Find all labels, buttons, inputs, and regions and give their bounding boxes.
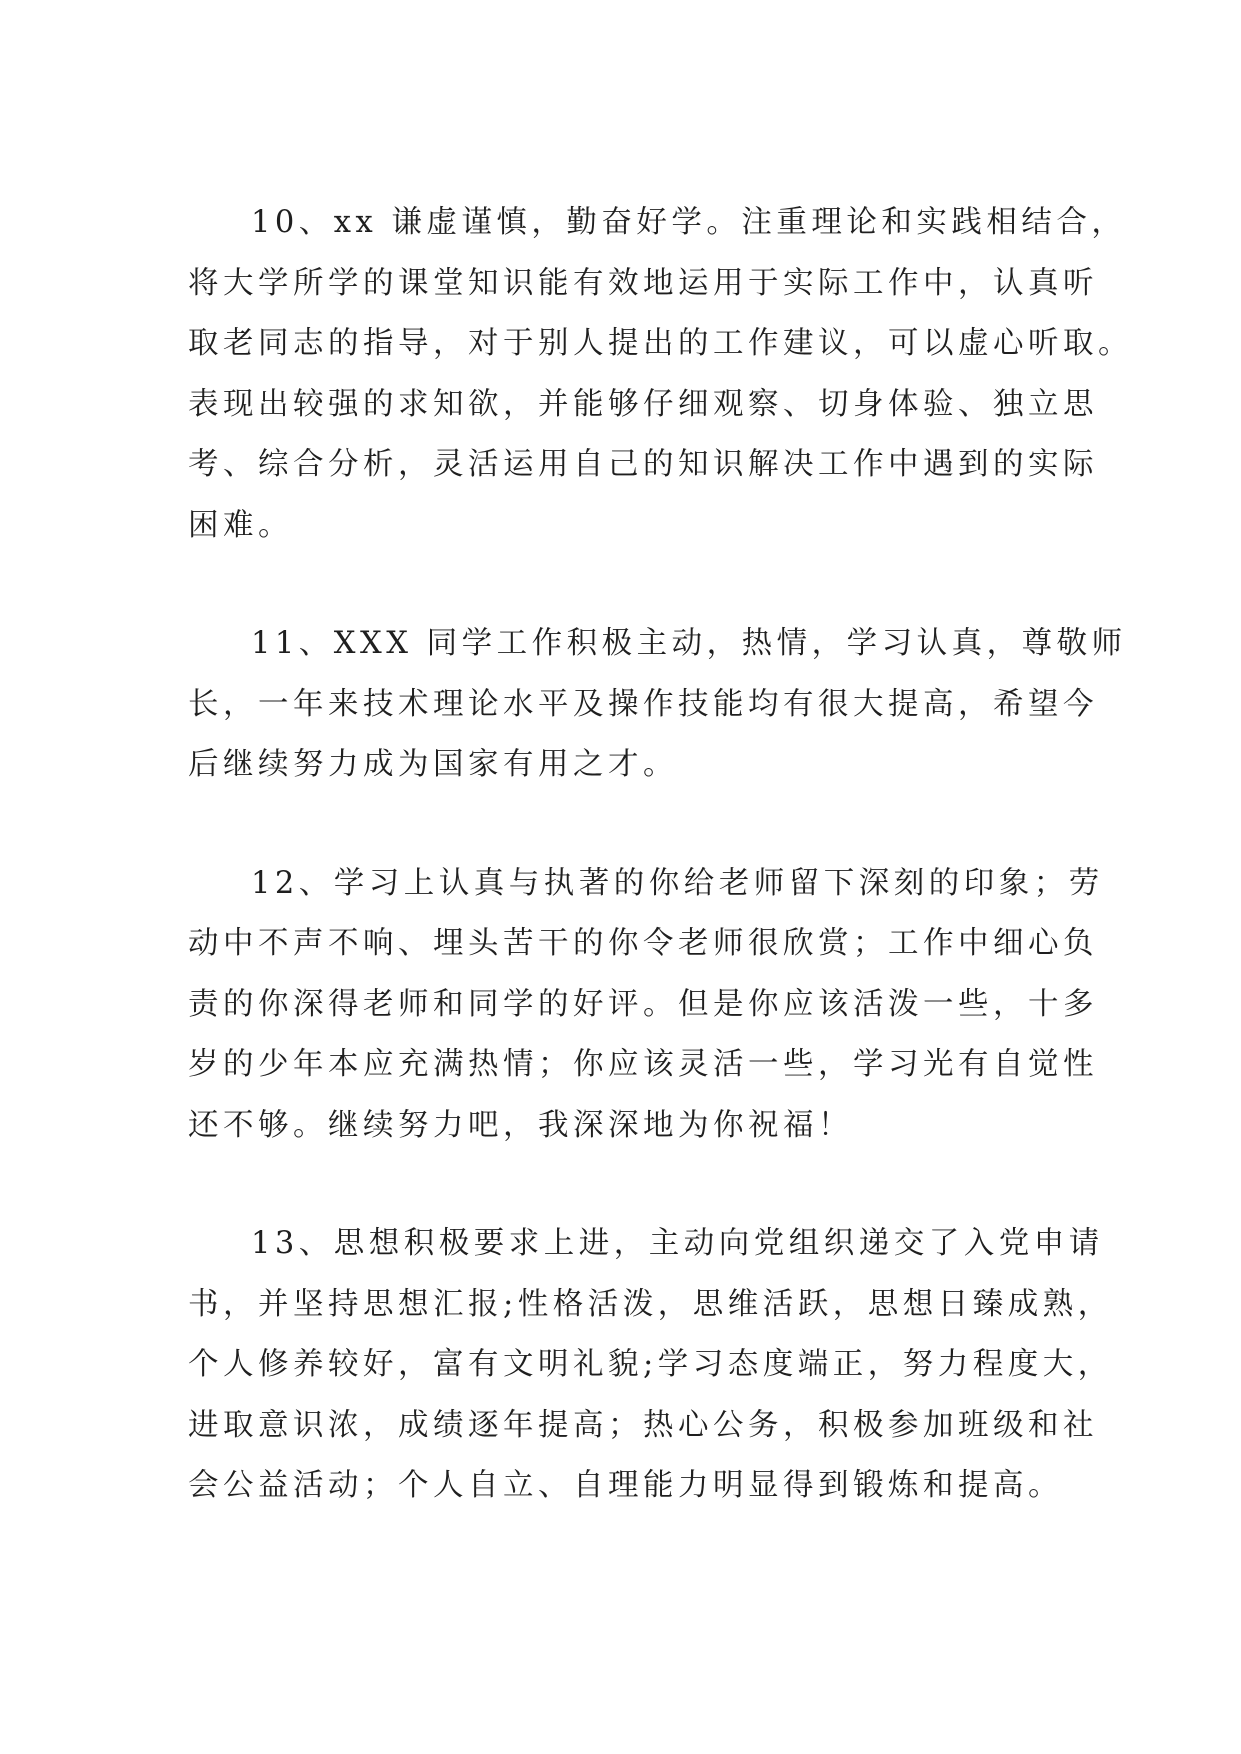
paragraph-line: 还不够。继续努力吧，我深深地为你祝福！ <box>188 1107 853 1143</box>
paragraph-line: 12、学习上认真与执著的你给老师留下深刻的印象；劳 <box>251 865 1104 901</box>
paragraph-line: 书，并坚持思想汇报;性格活泼，思维活跃，思想日臻成熟， <box>188 1286 1113 1322</box>
paragraph-line: 动中不声不响、埋头苦干的你令老师很欣赏；工作中细心负 <box>188 926 1098 961</box>
paragraph-line: 困难。 <box>188 507 293 543</box>
paragraph-10 <box>188 193 1133 556</box>
paragraph-line: 考、综合分析，灵活运用自己的知识解决工作中遇到的实际 <box>188 447 1098 482</box>
paragraph-12 <box>188 854 1104 1157</box>
paragraph-line: 将大学所学的课堂知识能有效地运用于实际工作中，认真听 <box>188 265 1098 301</box>
paragraph-11 <box>188 614 1127 796</box>
paragraph-13 <box>188 1214 1113 1517</box>
paragraph-line: 会公益活动；个人自立、自理能力明显得到锻炼和提高。 <box>188 1468 1063 1503</box>
paragraph-line: 个人修养较好，富有文明礼貌;学习态度端正，努力程度大， <box>188 1347 1113 1382</box>
paragraph-line: 10、xx 谦虚谨慎，勤奋好学。注重理论和实践相结合， <box>251 205 1127 240</box>
paragraph-line: 表现出较强的求知欲，并能够仔细观察、切身体验、独立思 <box>188 386 1098 422</box>
paragraph-line: 长，一年来技术理论水平及操作技能均有很大提高，希望今 <box>188 686 1098 722</box>
paragraph-line: 后继续努力成为国家有用之才。 <box>188 747 678 782</box>
paragraph-line: 13、思想积极要求上进，主动向党组织递交了入党申请 <box>251 1226 1104 1261</box>
paragraph-line: 取老同志的指导，对于别人提出的工作建议，可以虚心听取。 <box>188 326 1133 361</box>
paragraph-line: 岁的少年本应充满热情；你应该灵活一些，学习光有自觉性 <box>188 1047 1098 1082</box>
paragraph-line: 11、XXX 同学工作积极主动，热情，学习认真，尊敬师 <box>251 626 1127 661</box>
paragraph-line: 责的你深得老师和同学的好评。但是你应该活泼一些，十多 <box>188 986 1098 1022</box>
paragraph-line: 进取意识浓，成绩逐年提高；热心公务，积极参加班级和社 <box>188 1407 1098 1443</box>
document-body <box>188 193 1133 1517</box>
